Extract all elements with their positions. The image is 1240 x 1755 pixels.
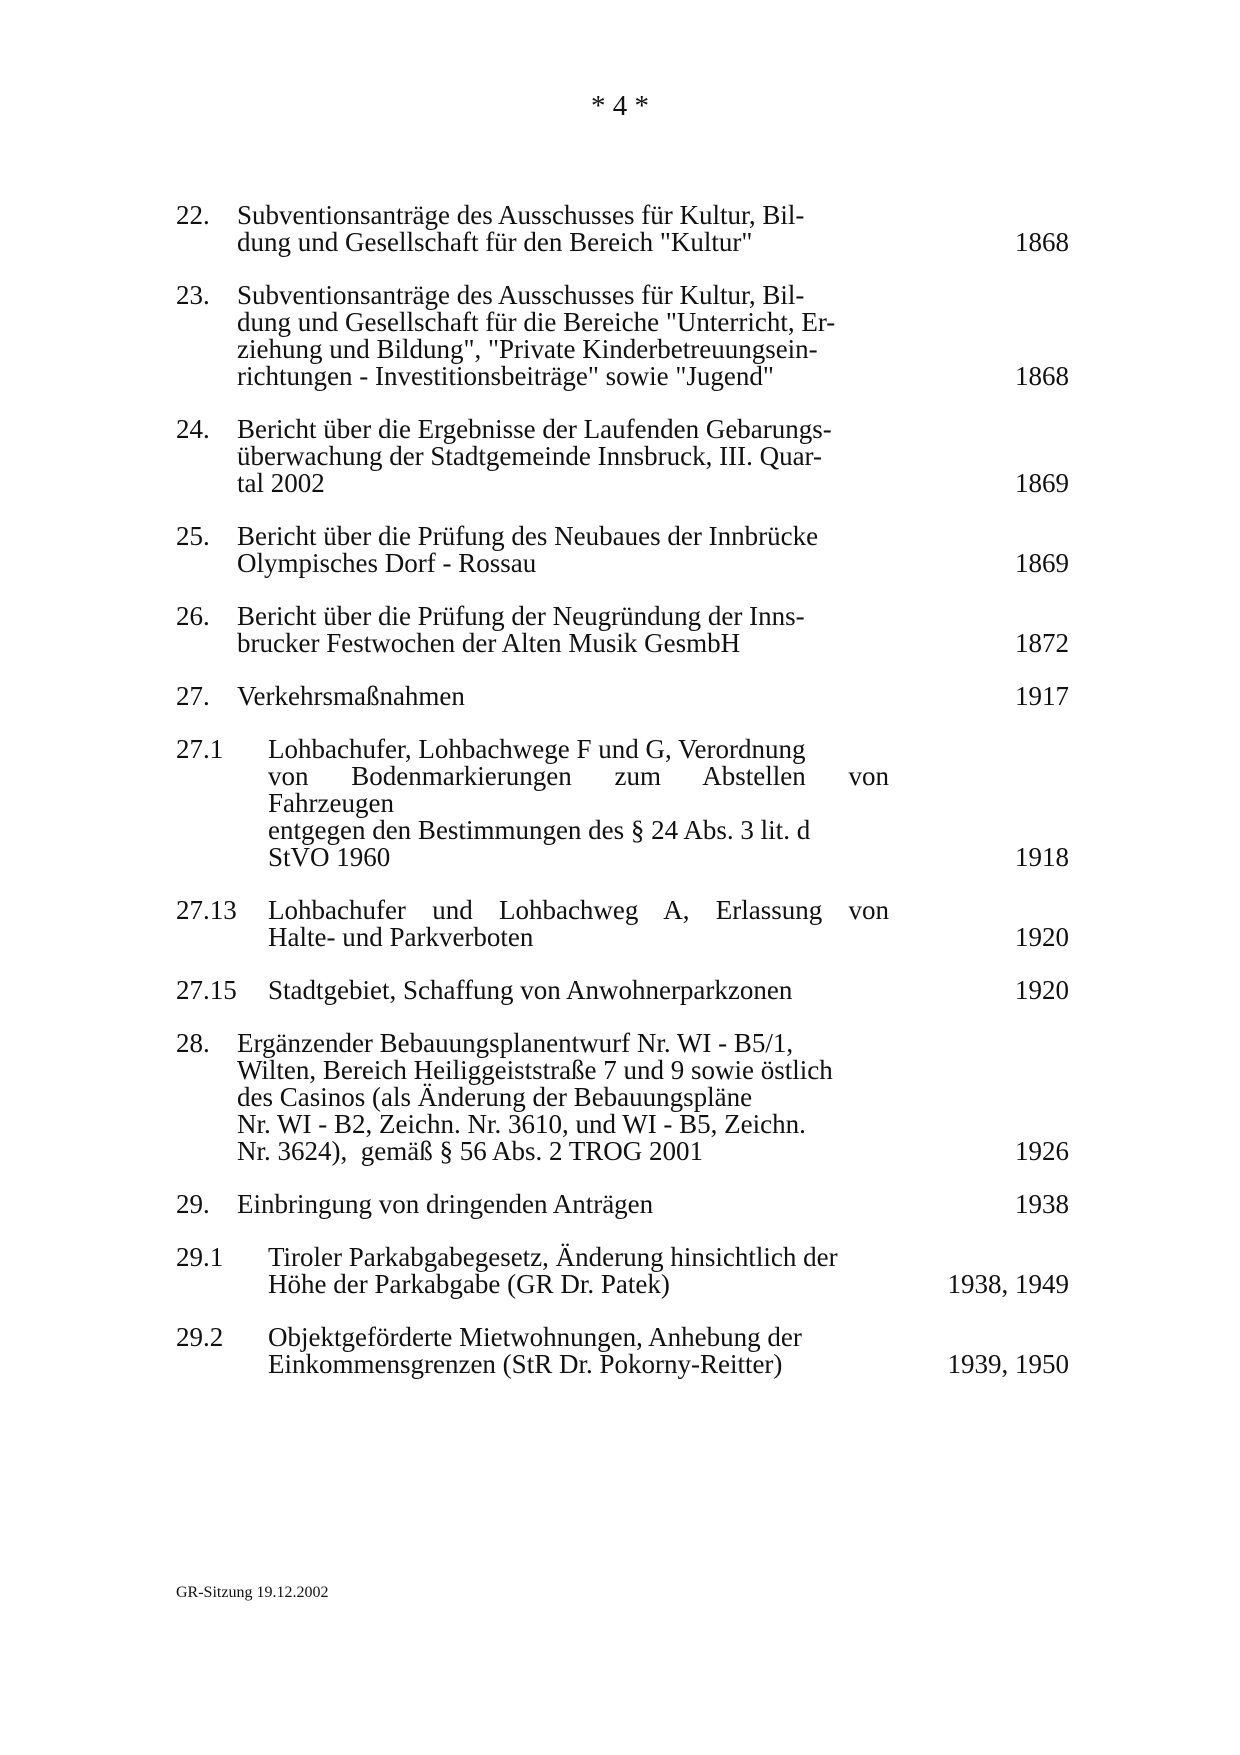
text-line: Bericht über die Prüfung des Neubaues der Innbrücke: [237, 521, 819, 551]
agenda-item-25: [176, 523, 1069, 577]
item-number: 28.: [176, 1028, 210, 1058]
text-line: von Bodenmarkierungen zum Abstellen von: [268, 761, 889, 791]
item-number: 23.: [176, 280, 210, 310]
text-line: Ergänzender Bebauungsplanentwurf Nr. WI - B5/1,: [237, 1028, 794, 1058]
text-line: Bericht über die Prüfung der Neugründung der Inns-: [237, 601, 805, 631]
agenda-list: [176, 202, 1069, 1404]
agenda-item-22: [176, 202, 1069, 256]
agenda-item-28: [176, 1030, 1069, 1165]
item-text: [268, 977, 889, 1004]
text-line: Objektgeförderte Mietwohnungen, Anhebung der: [268, 1322, 802, 1352]
agenda-item-29-1: [176, 1244, 1069, 1298]
item-number: 25.: [176, 521, 210, 551]
text-line: ziehung und Bildung", "Private Kinderbetreuungsein-: [237, 334, 818, 364]
agenda-item-27-15: [176, 977, 1069, 1004]
text-line: Subventionsanträge des Ausschusses für Kultur, Bil-: [237, 280, 805, 310]
page-reference: 1868: [1015, 227, 1069, 257]
item-number: 24.: [176, 414, 210, 444]
text-line: Lohbachufer und Lohbachweg A, Erlassung von: [268, 895, 889, 925]
page-number: * 4 *: [591, 90, 649, 122]
text-line: StVO 1960: [268, 842, 391, 872]
text-line: Lohbachufer, Lohbachwege F und G, Verordnung: [268, 734, 806, 764]
item-number: 29.2: [176, 1322, 224, 1352]
page-reference: 1920: [1015, 922, 1069, 952]
item-number: 27.: [176, 681, 210, 711]
text-line: brucker Festwochen der Alten Musik GesmbH: [237, 628, 741, 658]
page-reference: 1938: [1015, 1189, 1069, 1219]
item-number: 27.15: [176, 975, 237, 1005]
text-line: dung und Gesellschaft für den Bereich "Kultur": [237, 227, 753, 257]
agenda-item-26: [176, 603, 1069, 657]
item-text: [268, 1244, 889, 1298]
text-line: Verkehrsmaßnahmen: [237, 681, 465, 711]
agenda-item-23: [176, 282, 1069, 390]
text-line: dung und Gesellschaft für die Bereiche "Unterricht, Er-: [237, 307, 836, 337]
text-line: Fahrzeugen: [268, 788, 394, 818]
text-line: Halte- und Parkverboten: [268, 922, 534, 952]
text-line: Wilten, Bereich Heiliggeiststraße 7 und 9 sowie östlich: [237, 1055, 833, 1085]
footer-session-date: GR-Sitzung 19.12.2002: [176, 1584, 329, 1601]
agenda-item-27-13: [176, 897, 1069, 951]
item-text: [237, 683, 889, 710]
page-reference: 1872: [1015, 628, 1069, 658]
text-line: tal 2002: [237, 468, 325, 498]
item-text: [237, 1191, 889, 1218]
item-text: [237, 523, 889, 577]
text-line: des Casinos (als Änderung der Bebauungspläne: [237, 1082, 753, 1112]
page-reference: 1938, 1949: [947, 1269, 1069, 1299]
text-line: Stadtgebiet, Schaffung von Anwohnerparkzonen: [268, 975, 793, 1005]
text-line: überwachung der Stadtgemeinde Innsbruck, III. Quar-: [237, 441, 822, 471]
item-text: [268, 897, 889, 951]
item-number: 22.: [176, 200, 210, 230]
text-line: Olympisches Dorf - Rossau: [237, 548, 537, 578]
item-text: [237, 416, 889, 497]
page-reference: 1868: [1015, 361, 1069, 391]
agenda-item-29-2: [176, 1324, 1069, 1378]
page-reference: 1926: [1015, 1136, 1069, 1166]
item-number: 27.1: [176, 734, 224, 764]
item-text: [237, 202, 889, 256]
agenda-item-27: [176, 683, 1069, 710]
text-line: Höhe der Parkabgabe (GR Dr. Patek): [268, 1269, 670, 1299]
item-number: 29.1: [176, 1242, 224, 1272]
text-line: Nr. 3624), gemäß § 56 Abs. 2 TROG 2001: [237, 1136, 703, 1166]
item-text: [237, 1030, 889, 1165]
item-number: 26.: [176, 601, 210, 631]
page-reference: 1920: [1015, 975, 1069, 1005]
item-text: [237, 603, 889, 657]
text-line: richtungen - Investitionsbeiträge" sowie "Jugend": [237, 361, 774, 391]
page-reference: 1869: [1015, 468, 1069, 498]
page-reference: 1939, 1950: [947, 1349, 1069, 1379]
item-text: [268, 1324, 889, 1378]
agenda-item-29: [176, 1191, 1069, 1218]
page-reference: 1918: [1015, 842, 1069, 872]
page-reference: 1869: [1015, 548, 1069, 578]
item-text: [237, 282, 889, 390]
text-line: Tiroler Parkabgabegesetz, Änderung hinsichtlich der: [268, 1242, 838, 1272]
page-reference: 1917: [1015, 681, 1069, 711]
agenda-item-27-1: [176, 736, 1069, 871]
text-line: Bericht über die Ergebnisse der Laufenden Gebarungs-: [237, 414, 832, 444]
item-text: [268, 736, 889, 871]
agenda-item-24: [176, 416, 1069, 497]
text-line: entgegen den Bestimmungen des § 24 Abs. 3 lit. d: [268, 815, 811, 845]
text-line: Nr. WI - B2, Zeichn. Nr. 3610, und WI - B5, Zeichn.: [237, 1109, 806, 1139]
item-number: 29.: [176, 1189, 210, 1219]
text-line: Einbringung von dringenden Anträgen: [237, 1189, 654, 1219]
text-line: Subventionsanträge des Ausschusses für Kultur, Bil-: [237, 200, 805, 230]
text-line: Einkommensgrenzen (StR Dr. Pokorny-Reitter): [268, 1349, 783, 1379]
item-number: 27.13: [176, 895, 237, 925]
